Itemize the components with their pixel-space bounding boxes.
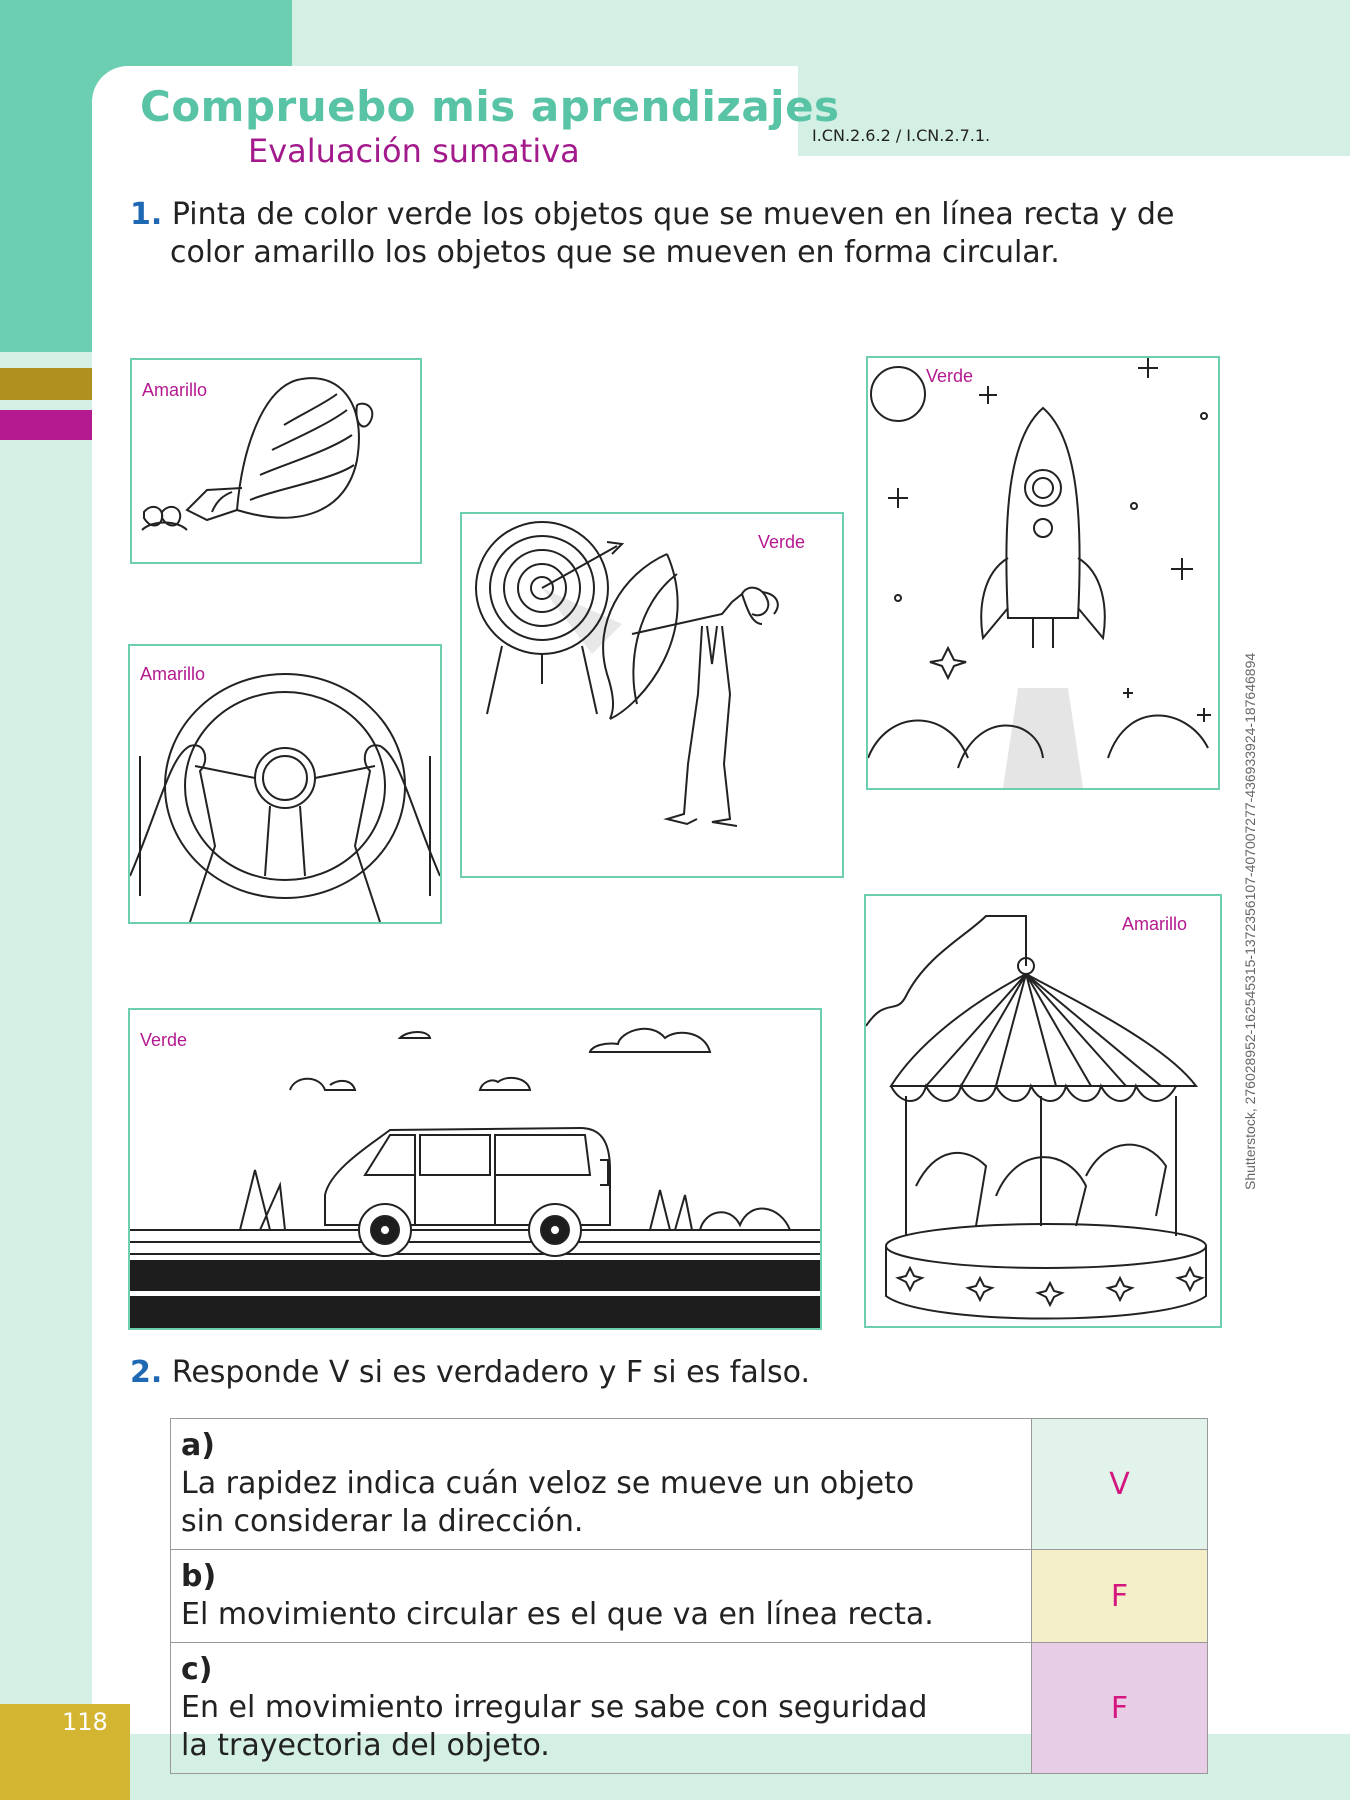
answer-cell-b[interactable]: F bbox=[1032, 1550, 1208, 1643]
page-title: Compruebo mis aprendizajes bbox=[140, 82, 840, 131]
statement-letter: b) bbox=[181, 1559, 217, 1594]
question-2-text: V si es verdadero y F si es falso. bbox=[328, 1355, 811, 1390]
statement-text bbox=[181, 1596, 1021, 1634]
indicator-code: I.CN.2.6.2 / I.CN.2.7.1. bbox=[812, 126, 991, 145]
archer-target-drawing bbox=[462, 514, 842, 876]
table-row bbox=[171, 1419, 1208, 1550]
rocket-drawing bbox=[868, 358, 1218, 788]
question-1-text-line2: color amarillo los objetos que se mueven en forma circular. bbox=[170, 235, 1060, 270]
true-false-table bbox=[170, 1418, 1208, 1774]
table-row bbox=[171, 1643, 1208, 1774]
question-2-verb: Responde bbox=[171, 1355, 320, 1390]
image-carousel[interactable] bbox=[864, 894, 1222, 1328]
steering-wheel-drawing bbox=[130, 646, 440, 922]
question-1 bbox=[130, 196, 1250, 272]
statement-text-line1: La rapidez indica cuán veloz se mueve un objeto bbox=[181, 1466, 915, 1501]
table-row bbox=[171, 1550, 1208, 1643]
question-1-text-line1: de color verde los objetos que se mueven en línea recta y de bbox=[256, 197, 1175, 232]
image-steering-wheel[interactable] bbox=[128, 644, 442, 924]
page-subtitle: Evaluación sumativa bbox=[248, 132, 580, 170]
image-spinning-top[interactable] bbox=[130, 358, 422, 564]
statement-a bbox=[171, 1419, 1032, 1550]
image-rocket[interactable] bbox=[866, 356, 1220, 790]
answer-rocket: Verde bbox=[926, 366, 974, 386]
statement-b bbox=[171, 1550, 1032, 1643]
statement-text bbox=[181, 1465, 1021, 1541]
question-1-verb: Pinta bbox=[171, 197, 247, 232]
question-1-number: 1. bbox=[130, 197, 163, 232]
answer-steering-wheel: Amarillo bbox=[140, 664, 206, 684]
image-archer-target[interactable] bbox=[460, 512, 844, 878]
statement-text bbox=[181, 1689, 1021, 1765]
question-2 bbox=[130, 1354, 1250, 1392]
answer-cell-c[interactable]: F bbox=[1032, 1643, 1208, 1774]
statement-letter: a) bbox=[181, 1428, 215, 1463]
magenta-stripe bbox=[0, 410, 92, 440]
answer-archer-target: Verde bbox=[758, 532, 806, 552]
answer-van: Verde bbox=[140, 1030, 188, 1050]
statement-text-line2: sin considerar la dirección. bbox=[181, 1504, 584, 1539]
answer-spinning-top: Amarillo bbox=[142, 380, 208, 400]
carousel-drawing bbox=[866, 896, 1220, 1326]
statement-c bbox=[171, 1643, 1032, 1774]
statement-text-line1: El movimiento circular es el que va en línea recta. bbox=[181, 1597, 934, 1632]
van-road-drawing bbox=[130, 1010, 820, 1328]
question-2-number: 2. bbox=[130, 1355, 163, 1390]
gold-stripe bbox=[0, 368, 92, 400]
statement-text-line2: la trayectoria del objeto. bbox=[181, 1728, 550, 1763]
statement-letter: c) bbox=[181, 1652, 213, 1687]
page-number: 118 bbox=[62, 1708, 108, 1736]
answer-carousel: Amarillo bbox=[1122, 914, 1188, 934]
answer-cell-a[interactable]: V bbox=[1032, 1419, 1208, 1550]
photo-credit: Shutterstock, 276028952-162545315-1372356107-407007277-436933924-187646894 bbox=[1242, 652, 1258, 1190]
image-van-on-road[interactable] bbox=[128, 1008, 822, 1330]
statement-text-line1: En el movimiento irregular se sabe con seguridad bbox=[181, 1690, 928, 1725]
